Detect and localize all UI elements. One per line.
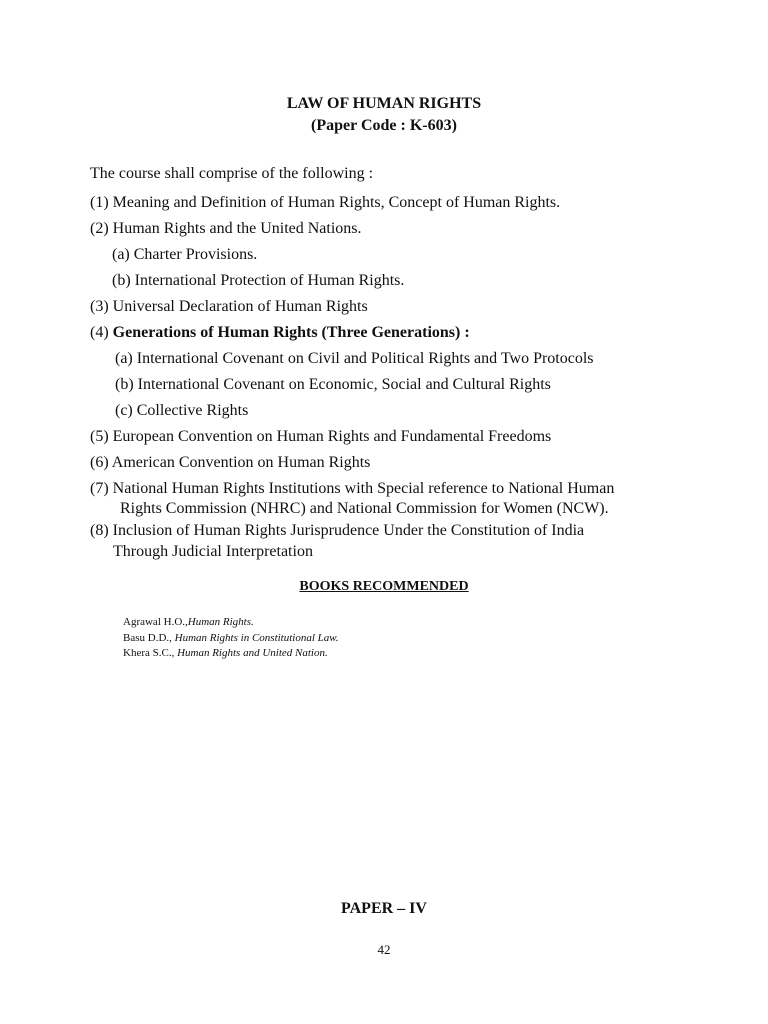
course-item-2b: (b) International Protection of Human Rights. — [112, 272, 405, 289]
course-item-4-number: (4) — [90, 324, 109, 341]
book-entry — [123, 615, 254, 629]
book-author: Basu D.D., — [123, 632, 175, 644]
page-number: 42 — [377, 942, 391, 957]
course-item-4a: (a) International Covenant on Civil and Political Rights and Two Protocols — [115, 350, 594, 367]
course-item-2a: (a) Charter Provisions. — [112, 246, 258, 263]
paper-code: (Paper Code : K-603) — [311, 117, 457, 134]
course-item-4c: (c) Collective Rights — [115, 402, 249, 419]
book-author: Khera S.C., — [123, 647, 178, 659]
document-title: LAW OF HUMAN RIGHTS — [286, 95, 482, 112]
book-title: Human Rights in Constitutional Law. — [174, 632, 339, 644]
course-item-6: (6) American Convention on Human Rights — [90, 454, 371, 471]
course-item-7-line-2: Rights Commission (NHRC) and National Commission for Women (NCW). — [120, 500, 609, 517]
paper-label: PAPER – IV — [341, 900, 427, 917]
book-author: Agrawal H.O., — [123, 616, 188, 628]
course-item-3: (3) Universal Declaration of Human Rights — [90, 298, 368, 315]
books-recommended-heading: BOOKS RECOMMENDED — [299, 579, 469, 594]
book-title: Human Rights and United Nation. — [177, 647, 328, 659]
book-entry — [123, 646, 328, 660]
book-title: Human Rights. — [187, 616, 254, 628]
course-item-8-line-1: (8) Inclusion of Human Rights Jurisprudence Under the Constitution of India — [90, 522, 585, 539]
course-item-2: (2) Human Rights and the United Nations. — [90, 220, 362, 237]
book-entry — [123, 631, 339, 645]
course-item-8-line-2: Through Judicial Interpretation — [113, 543, 313, 560]
course-item-1: (1) Meaning and Definition of Human Rights, Concept of Human Rights. — [90, 194, 561, 211]
course-item-4 — [90, 323, 470, 343]
course-item-5: (5) European Convention on Human Rights and Fundamental Freedoms — [90, 428, 552, 445]
course-intro: The course shall comprise of the following : — [90, 165, 374, 182]
course-item-4b: (b) International Covenant on Economic, Social and Cultural Rights — [115, 376, 551, 393]
course-item-4-heading: Generations of Human Rights (Three Generations) : — [112, 324, 470, 341]
course-item-7-line-1: (7) National Human Rights Institutions with Special reference to National Human — [90, 480, 615, 497]
